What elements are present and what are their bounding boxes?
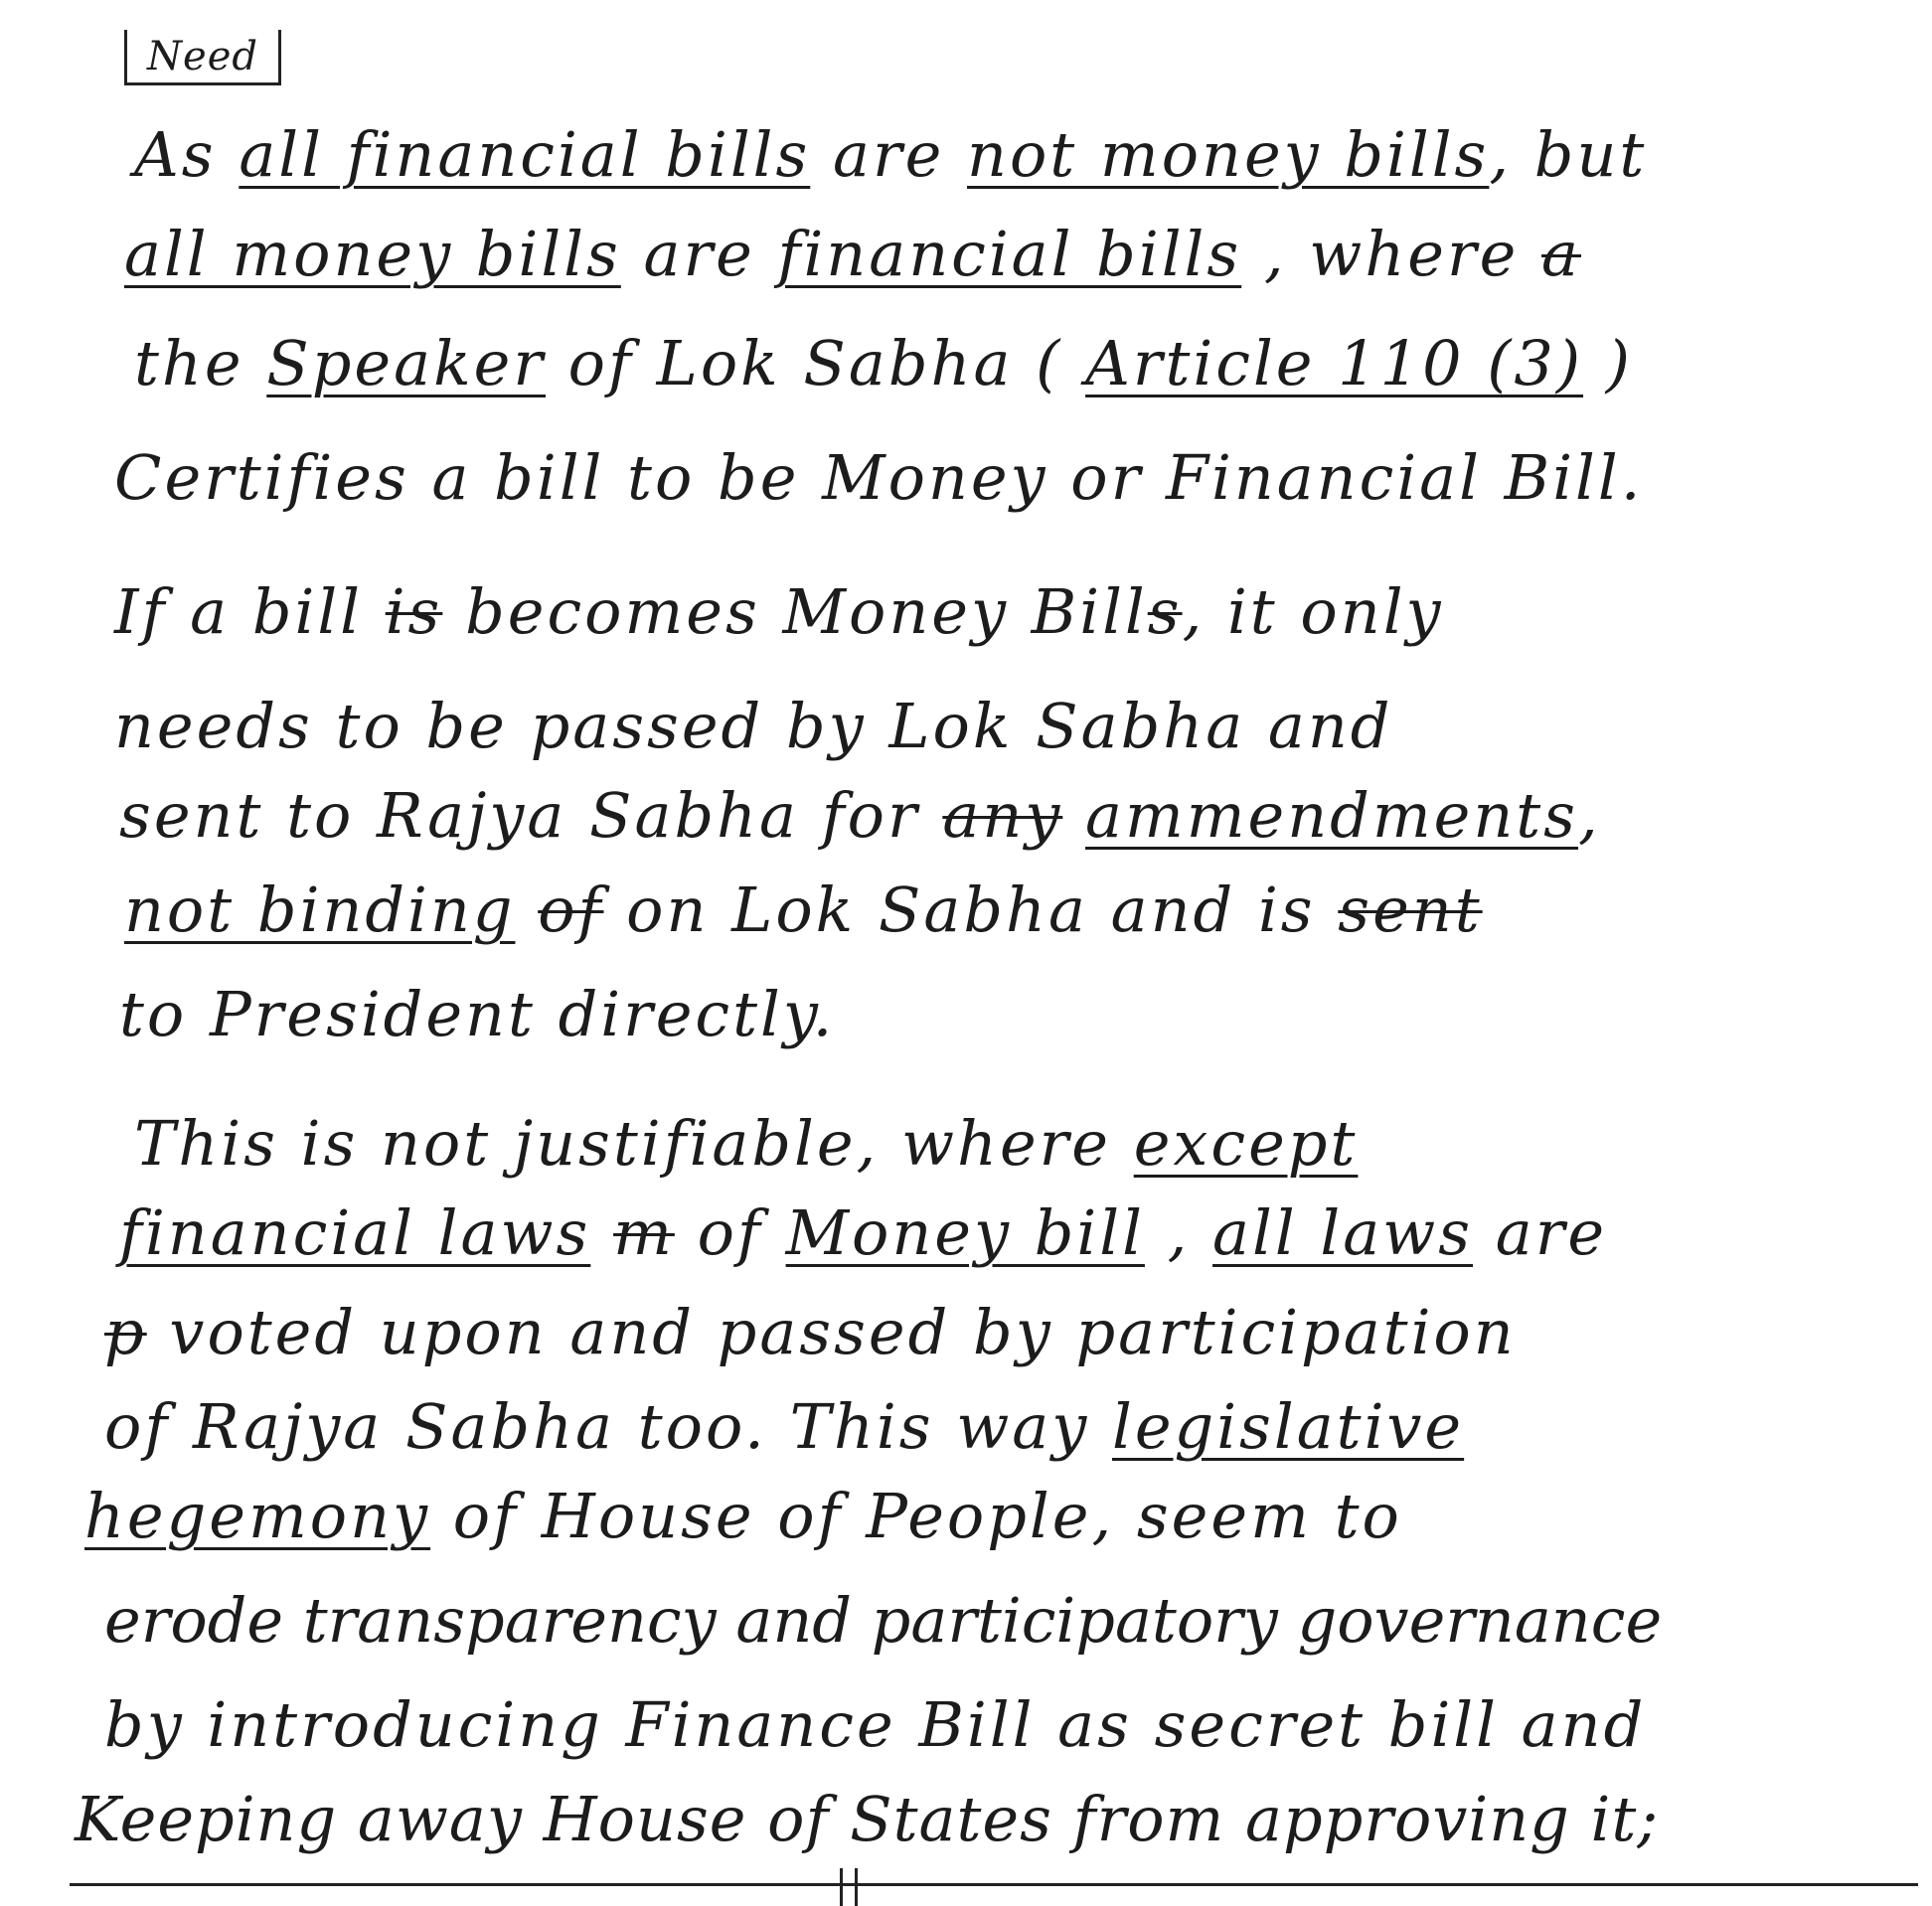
text: on Lok Sabha and is: [603, 874, 1339, 946]
text: needs to be passed by Lok Sabha and: [114, 690, 1393, 762]
underlined-text: all laws: [1212, 1196, 1474, 1269]
text: sent to Rajya Sabha for: [119, 779, 943, 852]
bottom-mark: [840, 1868, 843, 1906]
struck-text: of: [538, 874, 604, 946]
line-p1-4: [114, 441, 1644, 514]
text: are: [620, 218, 778, 290]
underlined-text: all money bills: [124, 218, 621, 290]
underlined-text: financial bills: [777, 218, 1242, 290]
text: If a bill: [114, 575, 386, 648]
line-p2-4: [124, 874, 1483, 946]
text: , but: [1489, 118, 1648, 191]
underlined-text: Speaker: [266, 327, 546, 399]
underlined-text: hegemony: [84, 1480, 431, 1552]
underlined-text: legislative: [1112, 1390, 1465, 1463]
underlined-text: except: [1133, 1107, 1359, 1180]
line-p3-4: [104, 1390, 1465, 1463]
underlined-text: not money bills: [967, 118, 1490, 191]
text: Certifies a bill to be Money or Financial Bill.: [114, 441, 1644, 514]
text: , it only: [1182, 575, 1444, 648]
text: This is not justifiable, where: [134, 1107, 1134, 1180]
underlined-text: ammendments: [1085, 779, 1579, 852]
bottom-rule: [70, 1883, 1918, 1886]
heading-need: Need: [124, 30, 281, 85]
line-p3-1: [134, 1107, 1359, 1180]
line-p3-2: [119, 1196, 1608, 1269]
text: are: [1473, 1196, 1608, 1269]
line-p3-7: [104, 1688, 1647, 1761]
struck-text: p: [104, 1296, 147, 1368]
line-p1-3: [134, 327, 1633, 399]
text: becomes Money Bill: [442, 575, 1148, 648]
text: ,: [1578, 779, 1601, 852]
line-p2-5: [119, 978, 836, 1050]
struck-text: s: [1147, 575, 1183, 648]
text: by introducing Finance Bill as secret bill and: [104, 1688, 1647, 1761]
text: are: [810, 118, 968, 191]
text: of: [674, 1196, 786, 1269]
line-p3-6: [104, 1584, 1663, 1657]
text: of Rajya Sabha too. This way: [104, 1390, 1113, 1463]
text: ,: [1144, 1196, 1213, 1269]
text: [515, 874, 538, 946]
underlined-text: Article 110 (3): [1085, 327, 1584, 399]
text: the: [134, 327, 267, 399]
underlined-text: Money bill: [785, 1196, 1145, 1269]
text: to President directly.: [119, 978, 836, 1050]
line-p1-2: [124, 218, 1582, 290]
line-p1-1: [134, 118, 1648, 191]
struck-text: is: [385, 575, 443, 648]
line-p3-8: [75, 1783, 1660, 1855]
text: of Lok Sabha (: [545, 327, 1086, 399]
underlined-text: financial laws: [119, 1196, 591, 1269]
underlined-text: not binding: [124, 874, 516, 946]
text: , where: [1241, 218, 1542, 290]
line-p3-3: [104, 1296, 1517, 1368]
text: voted upon and passed by participation: [146, 1296, 1517, 1368]
struck-text: sent: [1338, 874, 1483, 946]
line-p3-5: [84, 1480, 1402, 1552]
text: of House of People, seem to: [430, 1480, 1402, 1552]
line-p2-2: [114, 690, 1393, 762]
bottom-mark: [855, 1868, 858, 1906]
text: [590, 1196, 613, 1269]
line-p2-3: [119, 779, 1601, 852]
struck-text: m: [613, 1196, 675, 1269]
underlined-text: all financial bills: [239, 118, 811, 191]
text: As: [134, 118, 240, 191]
struck-text: a: [1541, 218, 1582, 290]
struck-text: any: [942, 779, 1063, 852]
text: erode transparency and participatory governance: [104, 1584, 1663, 1657]
text: [1062, 779, 1085, 852]
text: ): [1583, 327, 1633, 399]
line-p2-1: [114, 575, 1444, 648]
text: Keeping away House of States from approving it;: [75, 1783, 1660, 1855]
